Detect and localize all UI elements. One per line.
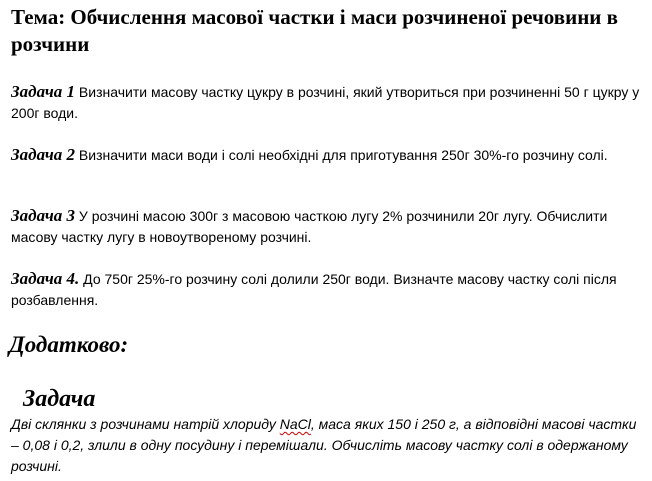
extra-task-label: Задача [23, 386, 96, 412]
extra-task-text-before: Дві склянки з розчинами натрій хлориду [11, 416, 280, 432]
task-4-label: Задача 4. [11, 269, 80, 288]
task-3-text: У розчині масою 300г з масовою часткою лугу 2% розчинили 20г лугу. Обчислити масову частку лугу в новоутвореному розчині. [11, 208, 608, 245]
task-1-text: Визначити масову частку цукру в розчині, який утвориться при розчиненні 50 г цукру у 200г води. [11, 84, 640, 121]
task-3-label: Задача 3 [11, 206, 76, 225]
extra-heading: Додатково: [9, 332, 129, 357]
page-title: Тема: Обчислення масової частки і маси розчиненої речовини в розчини [11, 5, 619, 56]
task-1 [11, 81, 647, 124]
formula-nacl: NaCl [279, 416, 311, 432]
extra-task-text-after: , маса яких 150 і 250 г, а відповідні масові частки – 0,08 і 0,2, злили в одну посудину і перемішали. Обчисліть масову частку солі в одержаному розчині. [11, 416, 637, 474]
task-4 [11, 268, 647, 311]
task-2 [11, 144, 647, 166]
task-2-label: Задача 2 [11, 145, 76, 164]
task-1-label: Задача 1 [11, 82, 76, 101]
task-3 [11, 205, 647, 248]
task-2-text: Визначити маси води і солі необхідні для приготування 250г 30%-го розчину солі. [75, 147, 608, 163]
task-4-text: До 750г 25%-го розчину солі долили 250г води. Визначте масову частку солі після розбавлення. [11, 271, 617, 308]
extra-task-text [11, 414, 647, 477]
